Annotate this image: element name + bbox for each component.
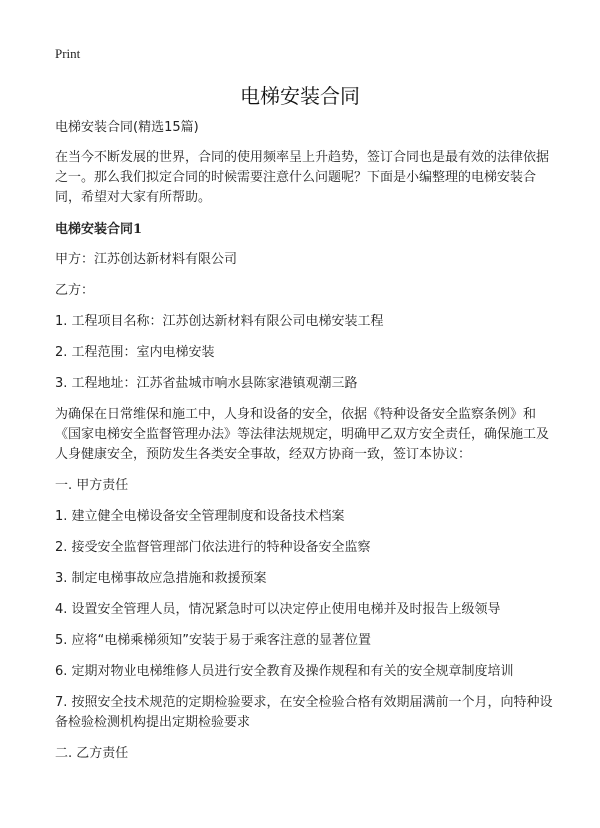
party-a-duties-heading: 一. 甲方责任 xyxy=(55,478,129,493)
project-item: 1. 工程项目名称：江苏创达新材料有限公司电梯安装工程 xyxy=(55,314,384,329)
duty-item: 6. 定期对物业电梯维修人员进行安全教育及操作规程和有关的安全规章制度培训 xyxy=(55,664,514,679)
duty-item: 1. 建立健全电梯设备安全管理制度和设备技术档案 xyxy=(55,509,345,524)
project-item: 2. 工程范围：室内电梯安装 xyxy=(55,345,215,360)
duty-item: 2. 接受安全监督管理部门依法进行的特种设备安全监察 xyxy=(55,540,371,555)
duty-item: 7. 按照安全技术规范的定期检验要求，在安全检验合格有效期届满前一个月，向特种设备检验检测机构提出定期检验要求 xyxy=(55,695,553,730)
agreement-paragraph: 为确保在日常维保和施工中，人身和设备的安全，依据《特种设备安全监察条例》和《国家电梯安全监督管理办法》等法律法规规定，明确甲乙双方安全责任，确保施工及人身健康安全，预防发生各类安全事故，经双方协商一致，签订本协议： xyxy=(55,407,550,462)
party-b-line: 乙方： xyxy=(55,283,95,298)
print-link[interactable]: Print xyxy=(55,46,81,61)
section-title: 电梯安装合同1 xyxy=(55,222,143,237)
project-item: 3. 工程地址：江苏省盐城市响水县陈家港镇观潮三路 xyxy=(55,376,358,391)
duty-item: 4. 设置安全管理人员，情况紧急时可以决定停止使用电梯并及时报告上级领导 xyxy=(55,602,501,617)
document-body xyxy=(55,118,560,775)
duty-item: 5. 应将“电梯乘梯须知”安装于易于乘客注意的显著位置 xyxy=(55,633,372,648)
duty-item: 3. 制定电梯事故应急措施和救援预案 xyxy=(55,571,267,586)
party-b-duties-heading: 二. 乙方责任 xyxy=(55,746,129,761)
party-a-line: 甲方：江苏创达新材料有限公司 xyxy=(55,252,238,267)
intro-paragraph: 在当今不断发展的世界，合同的使用频率呈上升趋势，签订合同也是最有效的法律依据之一。那么我们拟定合同的时候需要注意什么问题呢？下面是小编整理的电梯安装合同，希望对大家有所帮助。 xyxy=(55,150,550,205)
document-title: 电梯安装合同 xyxy=(240,84,360,108)
document-subtitle: 电梯安装合同(精选15篇) xyxy=(55,120,199,135)
